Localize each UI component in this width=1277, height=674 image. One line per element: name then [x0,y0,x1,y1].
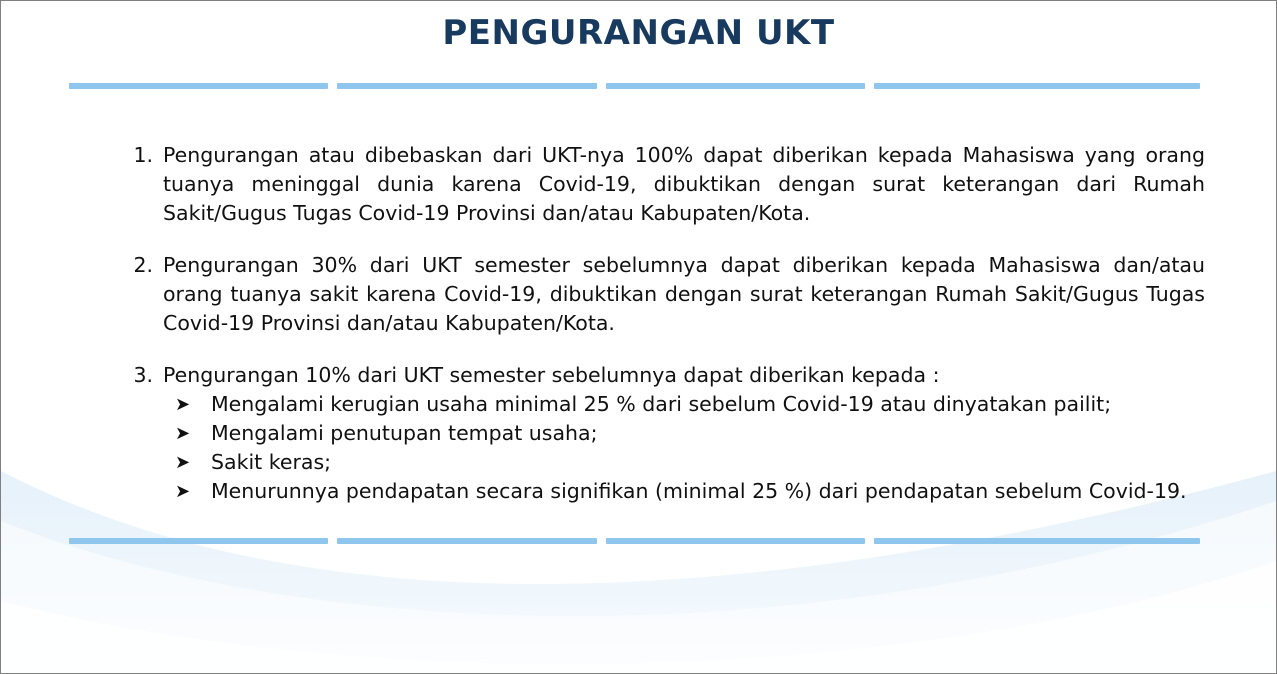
divider-segment [337,538,597,544]
arrowhead-bullet-icon: ➤ [175,394,191,415]
divider-segment [69,538,328,544]
sub-list-item [163,477,1205,506]
list-item-body [153,141,1205,228]
list-item-3 [111,361,1205,506]
divider-segment [337,83,597,89]
arrowhead-bullet-icon: ➤ [175,423,191,444]
list-number: 3. [133,363,153,387]
list-item-1 [111,141,1205,228]
divider-segment [606,538,865,544]
sub-list-item [163,390,1205,419]
numbered-list [111,141,1205,529]
sub-item-text: Sakit keras; [211,450,332,474]
list-number: 1. [133,143,153,167]
divider-segment [874,538,1200,544]
list-item-body [153,361,1205,506]
list-item-2 [111,251,1205,338]
divider-segment [606,83,865,89]
sub-list [163,390,1205,506]
list-number: 2. [133,253,153,277]
divider-segment [69,83,328,89]
page-title: PENGURANGAN UKT [442,13,835,53]
divider-segment [874,83,1200,89]
sub-item-text: Menurunnya pendapatan secara signifikan (minimal 25 %) dari pendapatan sebelum Covid-19. [211,479,1187,503]
sub-list-item [163,448,1205,477]
list-item-text: Pengurangan atau dibebaskan dari UKT-nya 100% dapat diberikan kepada Mahasiswa yang orang tuanya meninggal dunia karena Covid-19, dibuktikan dengan surat keterangan dari Rumah Sakit/Gugus Tugas Covid-19 Provinsi dan/atau Kabupaten/Kota. [163,143,1205,225]
top-divider [69,83,1202,89]
sub-item-text: Mengalami penutupan tempat usaha; [211,421,598,445]
sub-list-item [163,419,1205,448]
bottom-divider [69,538,1202,544]
arrowhead-bullet-icon: ➤ [175,452,191,473]
list-item-text: Pengurangan 30% dari UKT semester sebelumnya dapat diberikan kepada Mahasiswa dan/atau orang tuanya sakit karena Covid-19, dibuktikan dengan surat keterangan Rumah Sakit/Gugus Tugas Covid-19 Provinsi dan/atau Kabupaten/Kota. [163,253,1205,335]
list-item-body [153,251,1205,338]
arrowhead-bullet-icon: ➤ [175,481,191,502]
sub-item-text: Mengalami kerugian usaha minimal 25 % dari sebelum Covid-19 atau dinyatakan pailit; [211,392,1112,416]
list-item-text: Pengurangan 10% dari UKT semester sebelumnya dapat diberikan kepada : [163,363,940,387]
